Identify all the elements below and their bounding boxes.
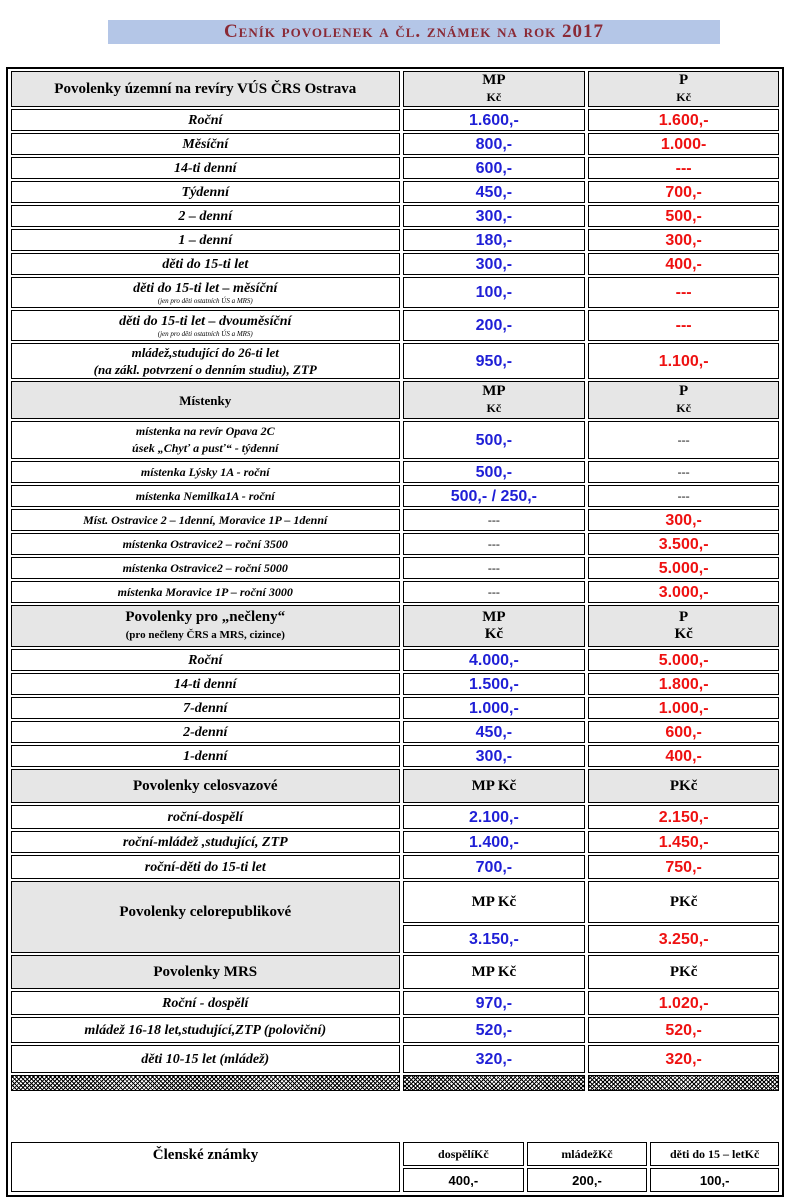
- table-row: místenka Lýsky 1A - roční 500,- ---: [11, 461, 779, 483]
- table-row: 1-denní 300,- 400,-: [11, 745, 779, 767]
- table-row: děti 10-15 let (mládež) 320,- 320,-: [11, 1045, 779, 1073]
- table-row: Měsíční 800,- 1.000-: [11, 133, 779, 155]
- p-header: P Kč: [588, 71, 779, 107]
- table-row: 7-denní 1.000,- 1.000,-: [11, 697, 779, 719]
- title-banner: [108, 20, 720, 44]
- membership-values: 400,- 200,- 100,-: [11, 1168, 779, 1192]
- section-header-mistenky: Místenky MP Kč P Kč: [11, 381, 779, 419]
- table-row: Míst. Ostravice 2 – 1denní, Moravice 1P – 1denní --- 300,-: [11, 509, 779, 531]
- membership-header: Členské známky dospělíKč mládežKč děti do 15 – letKč: [11, 1142, 779, 1166]
- table-row: Roční - dospělí 970,- 1.020,-: [11, 991, 779, 1015]
- table-row: 1 – denní 180,- 300,-: [11, 229, 779, 251]
- table-row: Týdenní 450,- 700,-: [11, 181, 779, 203]
- table-row: 3.150,- 3.250,-: [11, 925, 779, 953]
- table-row: místenka Ostravice2 – roční 5000 --- 5.000,-: [11, 557, 779, 579]
- table-row: děti do 15-ti let – měsíční (jen pro děti ostatních ÚS a MRS) 100,- ---: [11, 277, 779, 308]
- membership-table: [8, 1140, 782, 1194]
- section-header-celosvazove: Povolenky celosvazové MP Kč PKč: [11, 769, 779, 803]
- mp-header: MP Kč: [403, 71, 586, 107]
- table-row: místenka Ostravice2 – roční 3500 --- 3.500,-: [11, 533, 779, 555]
- table-row: mládež,studující do 26-ti let (na zákl. potvrzení o denním studiu), ZTP 950,- 1.100,-: [11, 343, 779, 379]
- table-row: děti do 15-ti let 300,- 400,-: [11, 253, 779, 275]
- table-row: roční-dospělí 2.100,- 2.150,-: [11, 805, 779, 829]
- table-row: 14-ti denní 600,- ---: [11, 157, 779, 179]
- table-row: mládež 16-18 let,studující,ZTP (poloviční) 520,- 520,-: [11, 1017, 779, 1043]
- table-row: Roční 1.600,- 1.600,-: [11, 109, 779, 131]
- table-row: 2-denní 450,- 600,-: [11, 721, 779, 743]
- page-title: Ceník povolenek a čl. známek na rok 2017: [223, 21, 605, 42]
- table-row: roční-mládež ,studující, ZTP 1.400,- 1.450,-: [11, 831, 779, 853]
- table-row: místenka na revír Opava 2C úsek „Chyť a pusť“ - týdenní 500,- ---: [11, 421, 779, 459]
- pattern-separator: [11, 1075, 779, 1091]
- section-header-uzemni: [11, 71, 779, 107]
- table-row: děti do 15-ti let – dvouměsíční (jen pro děti ostatních ÚS a MRS) 200,- ---: [11, 310, 779, 341]
- section-header-necleny: Povolenky pro „nečleny“ (pro nečleny ČRS a MRS, cizince) MP Kč P Kč: [11, 605, 779, 647]
- section-label: Povolenky územní na revíry VÚS ČRS Ostrava: [11, 71, 400, 107]
- table-row: 2 – denní 300,- 500,-: [11, 205, 779, 227]
- price-table: [8, 69, 782, 1093]
- section-header-mrs: Povolenky MRS MP Kč PKč: [11, 955, 779, 989]
- table-row: Roční 4.000,- 5.000,-: [11, 649, 779, 671]
- table-row: 14-ti denní 1.500,- 1.800,-: [11, 673, 779, 695]
- table-row: místenka Nemilka1A - roční 500,- / 250,- ---: [11, 485, 779, 507]
- section-header-celorepublikove: Povolenky celorepublikové MP Kč PKč: [11, 881, 779, 923]
- table-row: roční-děti do 15-ti let 700,- 750,-: [11, 855, 779, 879]
- table-row: místenka Moravice 1P – roční 3000 --- 3.000,-: [11, 581, 779, 603]
